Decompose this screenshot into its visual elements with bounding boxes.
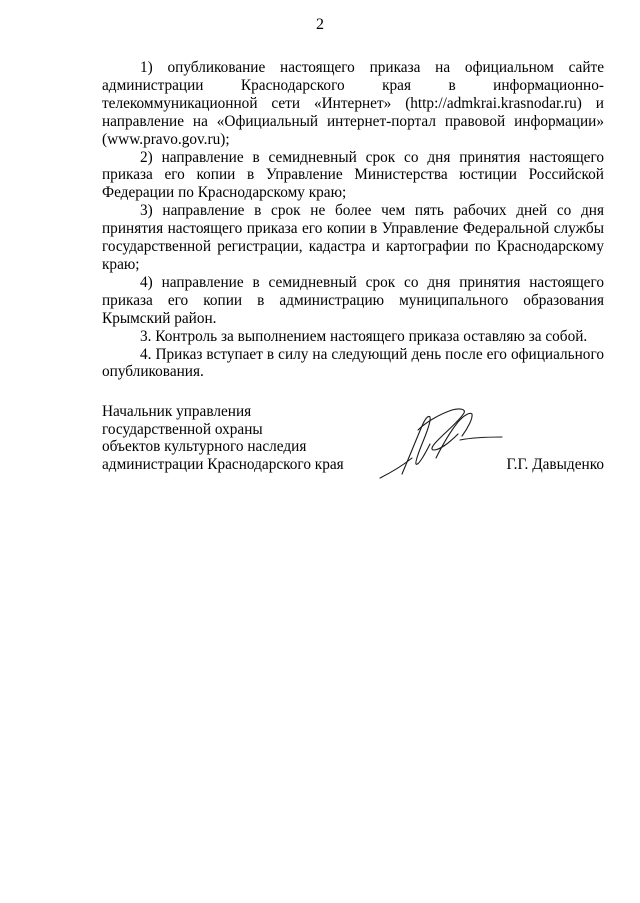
paragraph-publication: 1) опубликование настоящего приказа на официальном сайте администрации Краснодарского края в информационно-телекоммуникационной сети «Интернет» (http://admkrai.krasnodar.ru) и направление на «Официальный интернет-портал правовой информации» (www.pravo.gov.ru); — [102, 59, 604, 148]
signatory-title — [102, 403, 382, 473]
paragraph-effective-date: 4. Приказ вступает в силу на следующий день после его официального опубликования. — [102, 345, 604, 381]
signatory-title-line: объектов культурного наследия — [102, 438, 307, 456]
signatory-title-line: администрации Краснодарского края — [102, 455, 344, 473]
paragraph-rosreestr: 3) направление в срок не более чем пять рабочих дней со дня принятия настоящего приказа его копии в Управление Федеральной службы государственной регистрации, кадастра и картографии по Краснодарскому краю; — [102, 202, 604, 273]
page-number: 2 — [316, 16, 324, 33]
paragraph-control: 3. Контроль за выполнением настоящего приказа оставляю за собой. — [140, 327, 588, 345]
paragraph-ministry-justice: 2) направление в семидневный срок со дня принятия настоящего приказа его копии в Управление Министерства юстиции Российской Федерации по Краснодарскому краю; — [102, 148, 604, 202]
signatory-name: Г.Г. Давыденко — [506, 456, 604, 473]
document-body — [102, 59, 604, 381]
signatory-title-line: государственной охраны — [102, 420, 263, 438]
paragraph-municipality: 4) направление в семидневный срок со дня принятия настоящего приказа его копии в администрацию муниципального образования Крымский район. — [102, 273, 604, 327]
signatory-title-line: Начальник управления — [102, 403, 252, 420]
